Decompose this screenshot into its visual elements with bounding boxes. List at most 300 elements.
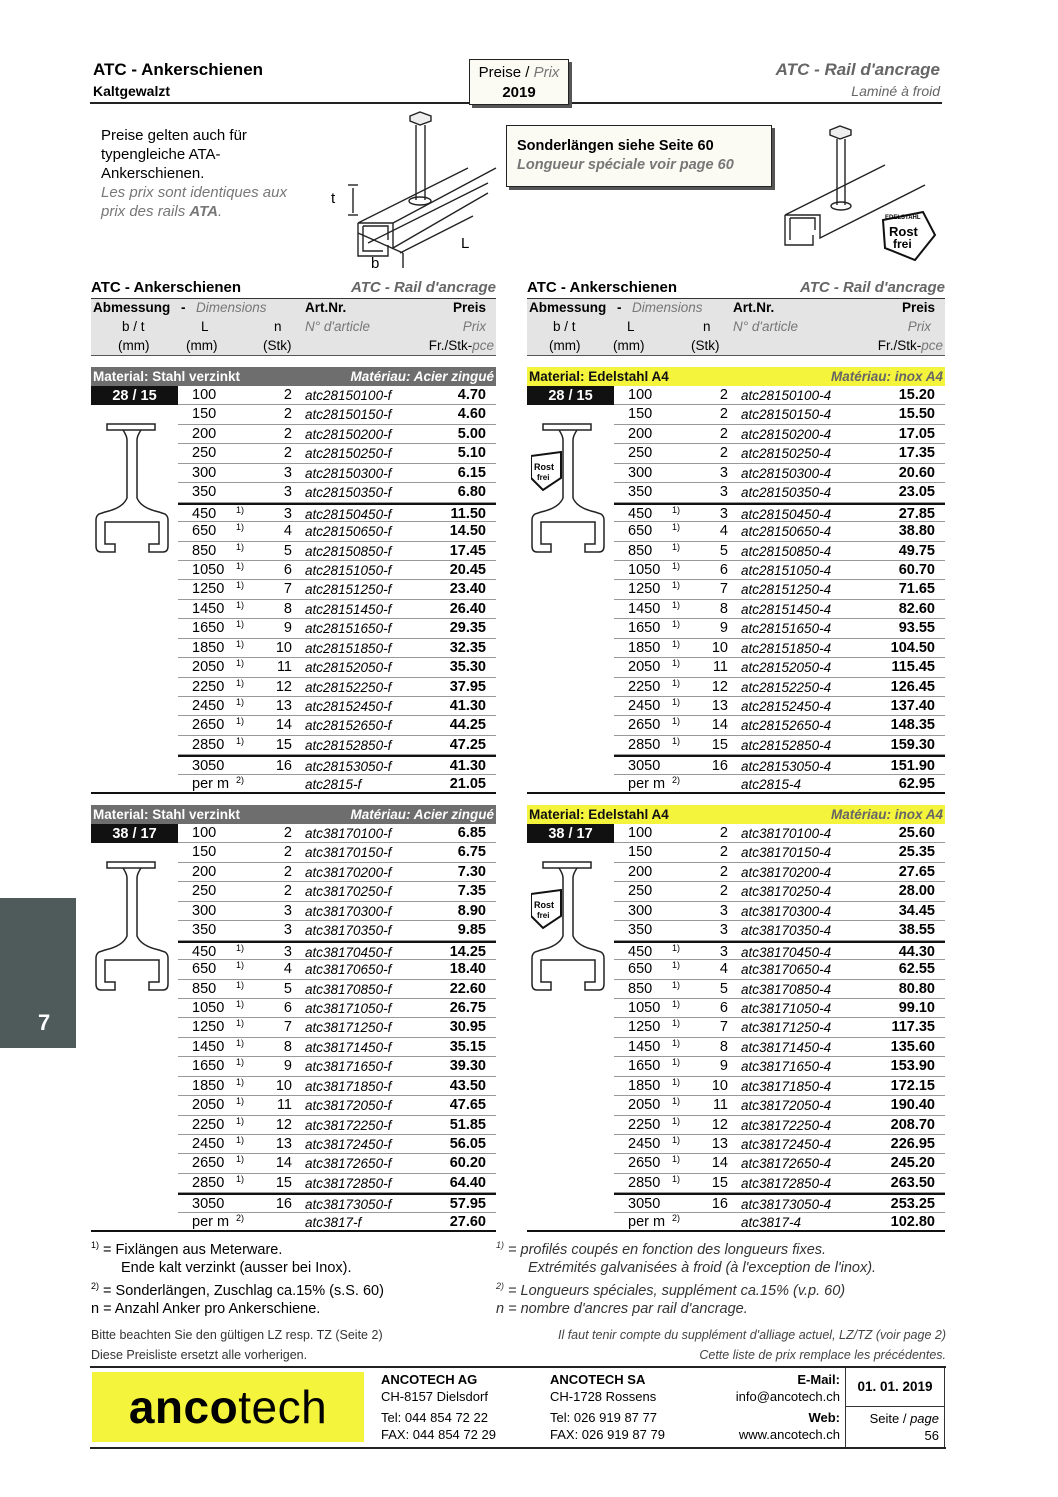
table-row — [614, 882, 945, 901]
column-header — [91, 299, 496, 356]
anchor-count: 13 — [711, 1136, 728, 1152]
price: 41.30 — [449, 698, 486, 714]
price: 57.95 — [449, 1196, 486, 1213]
footnote-mark: 1) — [672, 1037, 681, 1048]
length: 650 — [628, 961, 653, 978]
table-row — [178, 999, 496, 1018]
article-number: atc28152650-f — [305, 718, 392, 734]
length: 1450 — [192, 1038, 225, 1055]
footnote-mark: 1) — [236, 735, 245, 746]
article-number: atc38170350-4 — [741, 923, 832, 939]
article-number: atc28151250-4 — [741, 582, 832, 598]
table-row — [178, 1135, 496, 1154]
article-number: atc28150150-f — [305, 407, 392, 423]
page-number: 56 — [924, 1428, 939, 1443]
price: 49.75 — [898, 542, 935, 559]
rows — [91, 386, 496, 794]
article-number: atc28150300-f — [305, 465, 392, 481]
article-number: atc38170200-4 — [741, 864, 832, 880]
rows — [527, 824, 945, 1232]
price: 5.10 — [457, 445, 486, 462]
article-number: atc28150250-f — [305, 446, 392, 462]
rostfrei-badge-icon — [531, 890, 561, 928]
length: 1850 — [192, 639, 225, 656]
table-title-fr: ATC - Rail d'ancrage — [800, 279, 945, 296]
anchor-count: 13 — [275, 1136, 292, 1152]
replace-note-fr: Cette liste de prix remplace les précédentes. — [699, 1348, 946, 1362]
length: 3050 — [192, 1196, 225, 1213]
footnote-mark: 1) — [672, 580, 681, 591]
price: 62.55 — [898, 961, 935, 978]
price: 137.40 — [890, 698, 935, 714]
col-price-fr: Prix — [907, 319, 931, 334]
fn1-mark: 1) — [496, 1240, 505, 1250]
table-row — [178, 580, 496, 599]
rail-profile-icon — [95, 416, 175, 566]
price: 39.30 — [449, 1058, 486, 1075]
length: 100 — [192, 387, 217, 403]
price: 15.50 — [898, 406, 935, 423]
anchor-count: 2 — [719, 387, 728, 403]
length: 2050 — [628, 1097, 661, 1114]
table-row — [178, 921, 496, 940]
rostfrei-badge-icon — [883, 212, 935, 260]
price: 20.60 — [898, 464, 935, 481]
price: 71.65 — [898, 581, 935, 598]
length: 650 — [192, 523, 217, 540]
column-header — [527, 299, 945, 356]
anchor-count: 12 — [711, 678, 728, 695]
price: 8.90 — [457, 902, 486, 919]
table-row — [178, 1057, 496, 1076]
footnote-mark: 1) — [236, 619, 245, 630]
length: 100 — [192, 825, 217, 841]
article-number: atc28151050-f — [305, 562, 392, 578]
rail-inox-diagram-icon — [775, 120, 950, 265]
material-bar — [527, 367, 945, 386]
anchor-count: 2 — [283, 863, 292, 880]
table-row — [614, 1018, 945, 1037]
price: 25.60 — [898, 825, 935, 841]
length: 450 — [628, 505, 653, 522]
price: 47.25 — [449, 736, 486, 753]
table-row — [614, 405, 945, 424]
price: 28.00 — [898, 883, 935, 900]
anchor-count: 4 — [719, 961, 728, 978]
length: 1650 — [628, 620, 661, 637]
svg-text:Rost: Rost — [534, 462, 554, 472]
col-dimension-fr: Dimensions — [632, 300, 703, 315]
table-row — [614, 483, 945, 502]
anchor-count: 2 — [719, 883, 728, 900]
price: 93.55 — [898, 620, 935, 637]
article-number: atc28152050-4 — [741, 660, 832, 676]
anchor-count: 5 — [283, 542, 292, 559]
price: 7.30 — [457, 863, 486, 880]
price: 17.05 — [898, 425, 935, 442]
anchor-count: 3 — [283, 484, 292, 501]
footnote-mark: 1) — [236, 504, 245, 515]
article-number: atc28150300-4 — [741, 465, 832, 481]
table-row — [614, 902, 945, 921]
article-number: atc28150350-4 — [741, 485, 832, 501]
price: 27.65 — [898, 863, 935, 880]
table-title-fr: ATC - Rail d'ancrage — [351, 279, 496, 296]
article-number: atc28150250-4 — [741, 446, 832, 462]
anchor-count: 2 — [719, 425, 728, 442]
anchor-count: 2 — [283, 406, 292, 423]
price: 172.15 — [890, 1077, 935, 1094]
company-ag: ANCOTECH AG — [381, 1372, 478, 1387]
article-number: atc28150100-f — [305, 388, 392, 403]
material-fr: Matériau: inox A4 — [830, 369, 943, 384]
price: 38.55 — [898, 922, 935, 939]
footnote-mark: 2) — [672, 1212, 681, 1223]
anchor-count: 8 — [283, 1038, 292, 1055]
article-number: atc28151050-4 — [741, 562, 832, 578]
length: 2050 — [628, 659, 661, 676]
footnote-mark: 1) — [236, 1018, 245, 1029]
price: 82.60 — [898, 600, 935, 617]
size-badge: 38 / 17 — [527, 824, 614, 843]
length: 650 — [192, 961, 217, 978]
unit-n: (Stk) — [263, 338, 292, 353]
price: 44.30 — [898, 943, 935, 960]
anchor-count: 7 — [283, 1019, 292, 1036]
col-bt: b / t — [553, 319, 576, 334]
page-title-de: ATC - Ankerschienen — [93, 60, 264, 79]
article-number: atc38172050-4 — [741, 1098, 832, 1114]
anchor-count: 6 — [283, 999, 292, 1016]
fax-sa: FAX: 026 919 87 79 — [550, 1427, 665, 1442]
col-n: n — [274, 319, 282, 334]
table-row — [614, 1135, 945, 1154]
price: 26.75 — [449, 999, 486, 1016]
intro-fr-end: . — [217, 203, 223, 220]
article-number: atc28152650-4 — [741, 718, 832, 734]
length: 850 — [628, 542, 653, 559]
anchor-count: 16 — [711, 1196, 728, 1213]
fn1-text-2: Ende kalt verzinkt (ausser bei Inox). — [121, 1259, 352, 1276]
table-row — [614, 921, 945, 940]
anchor-count: 3 — [719, 464, 728, 481]
table-row — [178, 678, 496, 697]
footnote-mark: 1) — [236, 541, 245, 552]
length: 2050 — [192, 1097, 225, 1114]
intro-fr-line: Les prix sont identiques aux — [101, 184, 287, 201]
dash: - — [181, 300, 186, 315]
article-number: atc28150450-f — [305, 506, 392, 522]
table-row — [614, 678, 945, 697]
footnote-mark: 1) — [672, 1018, 681, 1029]
anchor-count: 14 — [711, 1155, 728, 1172]
length: 300 — [192, 464, 217, 481]
length: 2050 — [192, 659, 225, 676]
length: 2250 — [628, 678, 661, 695]
footnote-mark: 1) — [672, 677, 681, 688]
article-number: atc28152450-f — [305, 699, 392, 714]
material-fr: Matériau: Acier zingué — [350, 369, 494, 384]
profile-drawing — [531, 854, 611, 1009]
article-number: atc28153050-4 — [741, 759, 832, 775]
table-row — [614, 580, 945, 599]
article-number: atc28150850-f — [305, 543, 392, 559]
length: 350 — [628, 922, 653, 939]
article-number: atc28151650-f — [305, 621, 392, 637]
anchor-count: 9 — [719, 1058, 728, 1075]
web-label: Web: — [808, 1410, 840, 1425]
intro-text — [101, 126, 287, 221]
material-bar — [91, 367, 496, 386]
price-table-38-17-inox — [527, 795, 945, 1232]
footnote-mark: 1) — [236, 677, 245, 688]
fax-ag: FAX: 044 854 72 29 — [381, 1427, 496, 1442]
special-length-fr: Longueur spéciale voir page 60 — [517, 157, 734, 173]
table-row — [178, 824, 496, 843]
footnotes-de — [91, 1236, 384, 1318]
length: 150 — [628, 844, 653, 861]
col-article-de: Art.Nr. — [733, 300, 775, 315]
table-row — [178, 522, 496, 541]
table-row — [614, 980, 945, 999]
logo-light: tech — [238, 1381, 328, 1433]
price: 159.30 — [890, 736, 935, 753]
n-note: n = nombre d'ancres par rail d'ancrage. — [496, 1300, 748, 1317]
table-row — [178, 1038, 496, 1057]
price: 151.90 — [890, 758, 935, 775]
table-row — [178, 542, 496, 561]
anchor-count: 2 — [283, 445, 292, 462]
price: 4.60 — [457, 406, 486, 423]
article-number: atc38170350-f — [305, 923, 392, 939]
footnote-mark: 1) — [236, 979, 245, 990]
table-row — [614, 824, 945, 843]
anchor-count: 14 — [711, 717, 728, 734]
anchor-count: 2 — [283, 883, 292, 900]
price: 23.40 — [449, 581, 486, 598]
footer-top-rule — [90, 1366, 946, 1368]
length: 2650 — [628, 1155, 661, 1172]
length: 1050 — [628, 999, 661, 1016]
table-row — [178, 980, 496, 999]
price: 41.30 — [449, 758, 486, 775]
special-length-box — [506, 125, 772, 187]
table-row — [614, 1193, 945, 1212]
price: 9.85 — [457, 922, 486, 939]
anchor-count: 9 — [283, 620, 292, 637]
table-row — [178, 882, 496, 901]
anchor-count: 10 — [275, 639, 292, 656]
article-number: atc38171850-f — [305, 1078, 392, 1094]
footnote-mark: 1) — [672, 1135, 681, 1145]
anchor-count: 2 — [283, 387, 292, 403]
length: 1850 — [628, 1077, 661, 1094]
table-row — [178, 863, 496, 882]
table-row — [614, 716, 945, 735]
article-number: atc28152850-f — [305, 737, 392, 753]
price-table-28-15-zinc — [91, 357, 496, 794]
intro-de-line: Preise gelten auch für — [101, 127, 247, 144]
anchor-count: 4 — [719, 523, 728, 540]
anchor-count: 2 — [719, 445, 728, 462]
length: 1050 — [192, 999, 225, 1016]
article-number: atc38173050-4 — [741, 1197, 832, 1213]
footnotes-fr — [496, 1236, 876, 1318]
material-bar — [91, 805, 496, 824]
price: 35.15 — [449, 1038, 486, 1055]
anchor-count: 3 — [719, 902, 728, 919]
rows — [527, 386, 945, 794]
article-number: atc38172650-4 — [741, 1156, 832, 1172]
price: 34.45 — [898, 902, 935, 919]
price-table-28-15-inox — [527, 357, 945, 794]
article-number: atc28152250-f — [305, 679, 392, 695]
article-number: atc38172250-f — [305, 1117, 392, 1133]
article-number: atc38171850-4 — [741, 1078, 832, 1094]
table-header-left — [91, 279, 496, 356]
anchor-count: 5 — [719, 980, 728, 997]
material-fr: Matériau: inox A4 — [830, 807, 943, 822]
col-L: L — [627, 319, 635, 334]
footnote-mark: 1) — [672, 541, 681, 552]
unit-price-de: Fr./Stk- — [428, 338, 473, 353]
anchor-count: 10 — [711, 1077, 728, 1094]
table-row — [614, 1038, 945, 1057]
article-number: atc28150350-f — [305, 485, 392, 501]
fn1-text: = Fixlängen aus Meterware. — [103, 1241, 283, 1258]
price-label-de: Preise / — [478, 64, 530, 81]
article-number: atc28152250-4 — [741, 679, 832, 695]
page-label-de: Seite / — [869, 1411, 907, 1426]
article-number: atc28151450-4 — [741, 601, 832, 617]
footnote-mark: 1) — [236, 1096, 245, 1107]
length: 2850 — [628, 1174, 661, 1191]
length: 2450 — [628, 698, 661, 714]
tel-sa: Tel: 026 919 87 77 — [550, 1410, 657, 1425]
anchor-count: 3 — [283, 902, 292, 919]
price: 263.50 — [890, 1174, 935, 1191]
email-link[interactable]: info@ancotech.ch — [735, 1389, 840, 1404]
price: 56.05 — [449, 1136, 486, 1152]
length: 1650 — [628, 1058, 661, 1075]
length: 200 — [192, 425, 217, 442]
anchor-count: 8 — [283, 600, 292, 617]
article-number: atc38171650-f — [305, 1059, 392, 1075]
price: 43.50 — [449, 1077, 486, 1094]
anchor-count: 3 — [283, 922, 292, 939]
material-de: Material: Edelstahl A4 — [529, 369, 669, 384]
length: 1850 — [628, 639, 661, 656]
table-row — [527, 1213, 945, 1232]
page-title-fr: ATC - Rail d'ancrage — [775, 60, 940, 79]
price: 44.25 — [449, 717, 486, 734]
web-link[interactable]: www.ancotech.ch — [738, 1427, 840, 1442]
article-number: atc38173050-f — [305, 1197, 392, 1213]
intro-de-line: Ankerschienen. — [101, 165, 205, 182]
table-row — [178, 425, 496, 444]
article-number: atc38172850-4 — [741, 1175, 832, 1191]
footnote-mark: 1) — [672, 560, 681, 571]
unit-L: (mm) — [613, 338, 645, 353]
price: 51.85 — [449, 1116, 486, 1133]
table-row — [614, 1057, 945, 1076]
anchor-count: 16 — [275, 1196, 292, 1213]
footnote-mark: 1) — [672, 998, 681, 1009]
length: 2450 — [192, 1136, 225, 1152]
length: 1250 — [628, 581, 661, 598]
col-dimension-de: Abmessung — [529, 300, 607, 315]
anchor-count: 3 — [283, 464, 292, 481]
article-number: atc3817-4 — [741, 1214, 802, 1230]
profile-drawing — [95, 416, 175, 571]
article-number: atc38170150-4 — [741, 845, 832, 861]
price: 15.20 — [898, 387, 935, 403]
article-number: atc38171450-4 — [741, 1039, 832, 1055]
footnote-mark: 1) — [672, 1096, 681, 1107]
price-year-box — [469, 59, 569, 105]
price-year: 2019 — [502, 84, 536, 101]
contact-info — [736, 1371, 840, 1443]
length: 300 — [192, 902, 217, 919]
chapter-number: 7 — [38, 1010, 51, 1035]
address-sa — [550, 1371, 665, 1443]
anchor-count: 11 — [712, 659, 728, 676]
article-number: atc38170200-f — [305, 864, 392, 880]
length: 650 — [628, 523, 653, 540]
table-row — [178, 1116, 496, 1135]
anchor-count: 6 — [283, 561, 292, 578]
material-de: Material: Edelstahl A4 — [529, 807, 669, 822]
footnote-mark: 1) — [672, 960, 681, 971]
footnote-mark: 1) — [672, 1154, 681, 1165]
article-number: atc38171250-4 — [741, 1020, 832, 1036]
footnote-mark: 1) — [672, 1057, 681, 1068]
article-number: atc38170250-4 — [741, 884, 832, 900]
length: 2450 — [628, 1136, 661, 1152]
length: per m — [628, 1213, 666, 1230]
length: 2650 — [192, 1155, 225, 1172]
table-row — [178, 1077, 496, 1096]
length: 1650 — [192, 620, 225, 637]
length: 850 — [628, 980, 653, 997]
table-row — [614, 561, 945, 580]
length: 250 — [628, 445, 653, 462]
svg-text:Rost: Rost — [534, 900, 554, 910]
price-label-fr: Prix — [533, 64, 560, 81]
col-n: n — [703, 319, 711, 334]
article-number: atc28151250-f — [305, 582, 392, 598]
footnote-mark: 1) — [672, 638, 681, 649]
footnote-mark: 1) — [236, 658, 245, 669]
length: 2650 — [192, 717, 225, 734]
table-row — [614, 425, 945, 444]
price: 135.60 — [890, 1038, 935, 1055]
price: 27.60 — [449, 1213, 486, 1230]
table-row — [178, 1096, 496, 1115]
intro-fr-text: prix des rails — [101, 203, 190, 220]
price: 26.40 — [449, 600, 486, 617]
price: 6.85 — [457, 825, 486, 841]
intro-fr-line — [101, 202, 287, 221]
table-row — [614, 843, 945, 862]
table-title-de: ATC - Ankerschienen — [91, 279, 242, 296]
unit-L: (mm) — [186, 338, 218, 353]
price: 60.20 — [449, 1155, 486, 1172]
profile-drawing — [531, 416, 611, 571]
anchor-count: 15 — [711, 1174, 728, 1191]
table-row — [614, 941, 945, 960]
col-price-fr: Prix — [462, 319, 486, 334]
